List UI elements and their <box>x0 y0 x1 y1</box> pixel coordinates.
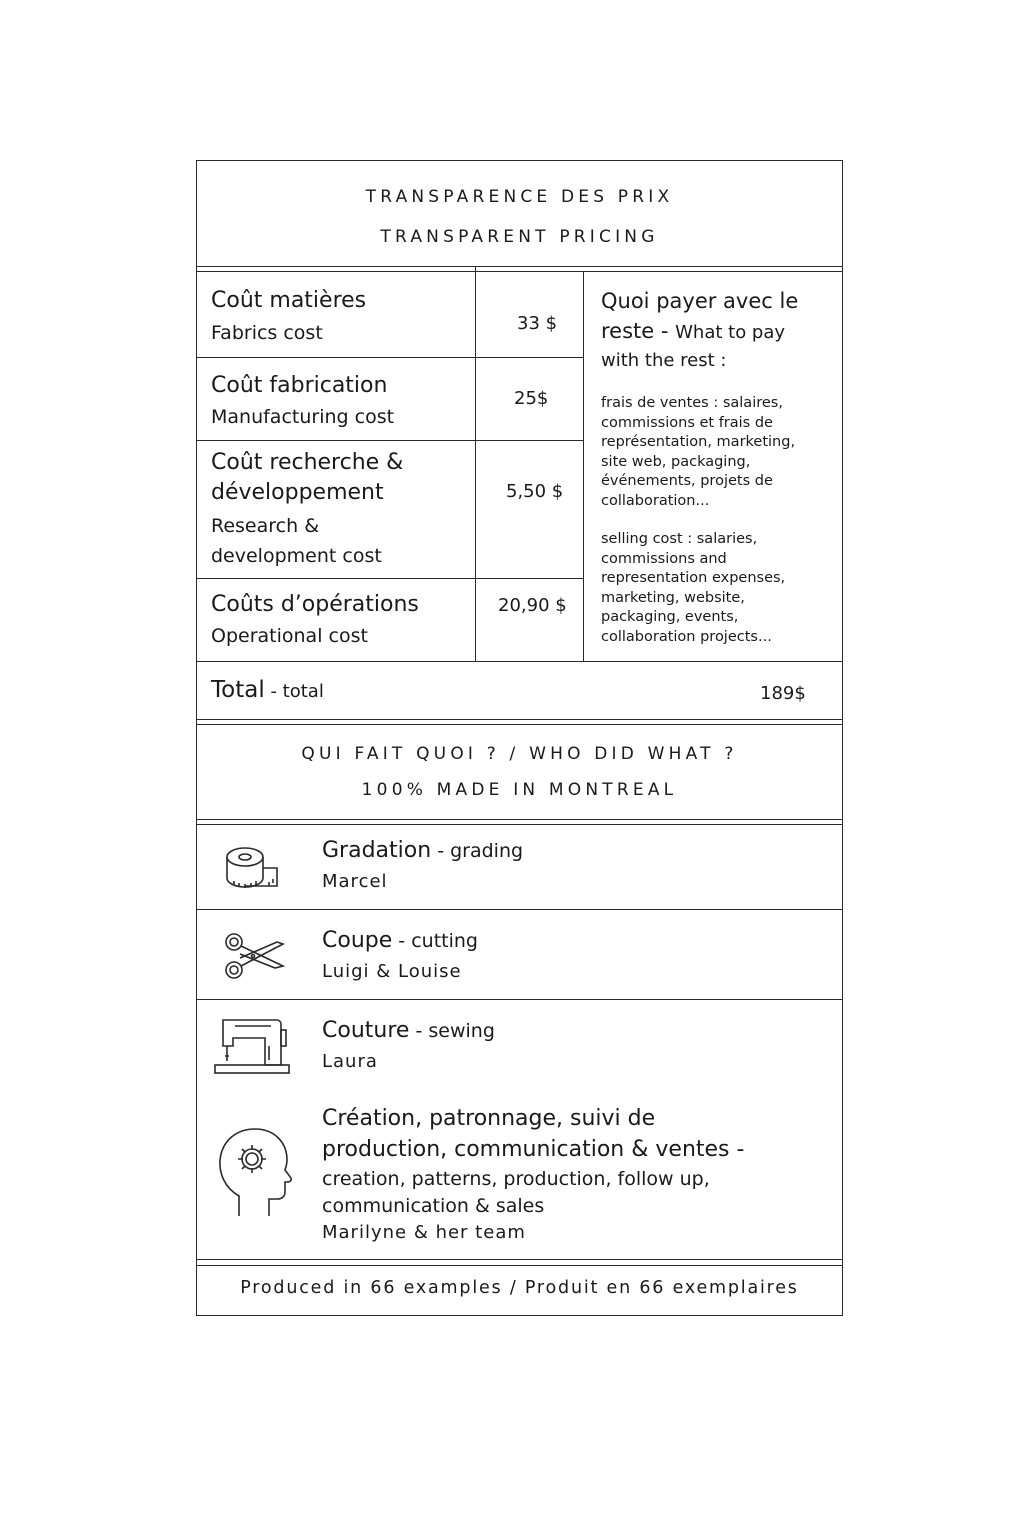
cost-label-en: development cost <box>211 545 382 567</box>
role-title: Création, patronnage, suivi de <box>322 1106 656 1131</box>
rest-fr-text: frais de ventes : salaires, commissions et frais de représentation, marketing, site web, packaging, événements, projets de collaboration... <box>601 395 796 509</box>
column-divider <box>583 271 584 661</box>
rest-column <box>601 286 837 647</box>
cost-label-fr: Coûts d’opérations <box>211 592 419 617</box>
role-name: Marcel <box>322 871 388 892</box>
cost-price: 33 $ <box>517 313 558 334</box>
pricing-card <box>196 160 843 1316</box>
role-name: Marilyne & her team <box>322 1222 526 1243</box>
footer-text: Produced in 66 examples / Produit en 66 exemplaires <box>240 1278 799 1298</box>
rest-en-text: selling cost : salaries, commissions and representation expenses, marketing, website, packaging, events, collaboration projects... <box>601 531 786 645</box>
cost-price: 5,50 $ <box>506 481 564 502</box>
cost-price: 20,90 $ <box>498 595 567 616</box>
sewing-machine-icon <box>213 1016 293 1076</box>
divider <box>197 661 842 662</box>
cost-label-en: Manufacturing cost <box>211 406 395 428</box>
divider <box>197 999 842 1000</box>
role-title: Gradation - grading <box>322 838 524 863</box>
column-divider <box>475 266 476 661</box>
divider <box>197 1265 842 1266</box>
divider <box>197 1259 842 1260</box>
cost-label-fr: Coût recherche & <box>211 450 404 475</box>
head-gear-icon <box>217 1126 293 1220</box>
cost-label-en: Operational cost <box>211 625 368 647</box>
cost-label-en: Research & <box>211 515 320 537</box>
role-title: Couture - sewing <box>322 1018 495 1043</box>
title-fr: TRANSPARENCE DES PRIX <box>365 187 674 207</box>
total-label: Total - total <box>211 677 324 703</box>
role-name: Luigi & Louise <box>322 961 462 982</box>
cost-price: 25$ <box>514 388 549 409</box>
who-subtitle: 100% MADE IN MONTREAL <box>361 780 678 800</box>
divider <box>197 271 842 272</box>
rest-title-line: with the rest : <box>601 350 727 371</box>
rest-title-line: Quoi payer avec le <box>601 289 799 313</box>
divider <box>197 824 842 825</box>
divider <box>197 719 842 720</box>
divider <box>197 724 842 725</box>
divider <box>197 266 842 267</box>
row-divider <box>197 440 583 441</box>
row-divider <box>197 578 583 579</box>
divider <box>197 909 842 910</box>
row-divider <box>197 357 583 358</box>
rest-title-line: reste - What to pay <box>601 319 786 343</box>
cost-label-en: Fabrics cost <box>211 322 323 344</box>
cost-label-fr: Coût fabrication <box>211 373 388 398</box>
measuring-tape-icon <box>225 846 281 890</box>
role-subtitle: communication & sales <box>322 1195 545 1217</box>
cost-label-fr: Coût matières <box>211 288 367 313</box>
divider <box>197 819 842 820</box>
role-subtitle: creation, patterns, production, follow up, <box>322 1168 710 1190</box>
cost-label-fr: développement <box>211 480 384 505</box>
total-value: 189$ <box>760 683 806 704</box>
scissors-icon <box>223 932 287 980</box>
role-name: Laura <box>322 1051 378 1072</box>
who-title: QUI FAIT QUOI ? / WHO DID WHAT ? <box>301 744 738 764</box>
role-title: production, communication & ventes - <box>322 1137 745 1162</box>
role-title: Coupe - cutting <box>322 928 478 953</box>
title-en: TRANSPARENT PRICING <box>380 227 659 247</box>
